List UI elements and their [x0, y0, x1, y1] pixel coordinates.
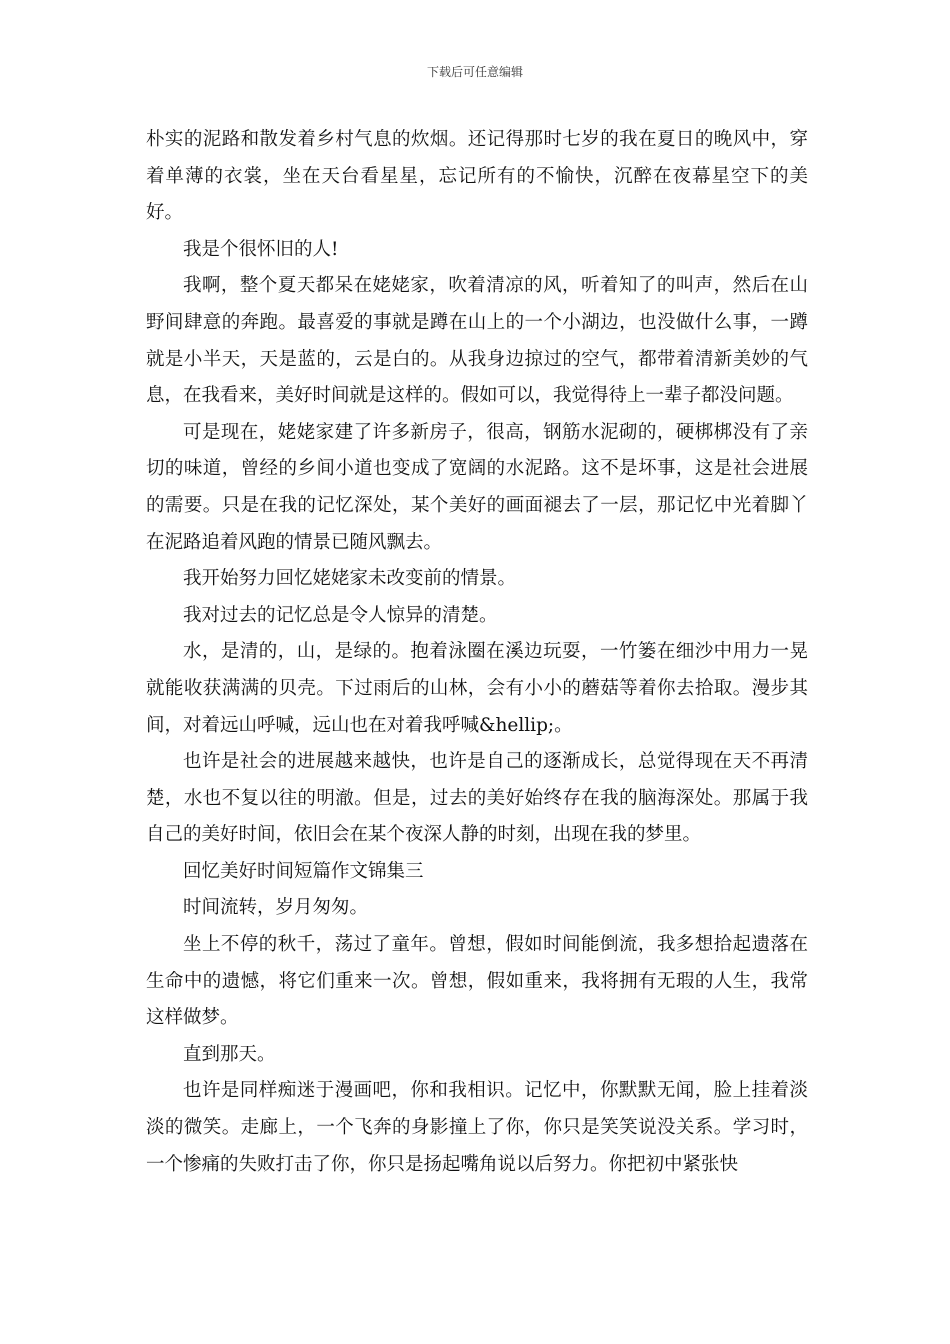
- paragraph: 朴实的泥路和散发着乡村气息的炊烟。还记得那时七岁的我在夏日的晚风中，穿着单薄的衣裳，坐在天台看星星，忘记所有的不愉快，沉醉在夜幕星空下的美好。: [146, 129, 808, 224]
- paragraph: 水，是清的，山，是绿的。抱着泳圈在溪边玩耍，一竹篓在细沙中用力一晃就能收获满满的贝壳。下过雨后的山林，会有小小的蘑菇等着你去拾取。漫步其间，对着远山呼喊，远山也在对着我呼喊&hellip;。: [146, 641, 808, 736]
- document-body: [146, 122, 808, 1183]
- paragraph: 也许是社会的进展越来越快，也许是自己的逐渐成长，总觉得现在天不再清楚，水也不复以往的明澈。但是，过去的美好始终存在我的脑海深处。那属于我自己的美好时间，依旧会在某个夜深人静的时刻，出现在我的梦里。: [146, 751, 808, 846]
- paragraph: 时间流转，岁月匆匆。: [183, 897, 369, 919]
- paragraph: 我开始努力回忆姥姥家未改变前的情景。: [183, 568, 517, 590]
- paragraph: 我是个很怀旧的人!: [183, 238, 339, 260]
- page-header: 下载后可任意编辑: [426, 65, 523, 79]
- paragraph: 我啊，整个夏天都呆在姥姥家，吹着清凉的风，听着知了的叫声，然后在山野间肆意的奔跑。最喜爱的事就是蹲在山上的一个小湖边，也没做什么事，一蹲就是小半天，天是蓝的，云是白的。从我身边掠过的空气，都带着清新美妙的气息，在我看来，美好时间就是这样的。假如可以，我觉得待上一辈子都没问题。: [146, 275, 808, 407]
- section-heading: 回忆美好时间短篇作文锦集三: [183, 860, 424, 882]
- paragraph: 也许是同样痴迷于漫画吧，你和我相识。记忆中，你默默无闻，脸上挂着淡淡的微笑。走廊上，一个飞奔的身影撞上了你，你只是笑笑说没关系。学习时，一个惨痛的失败打击了你，你只是扬起嘴角说以后努力。你把初中紧张快: [146, 1080, 808, 1175]
- paragraph: 可是现在，姥姥家建了许多新房子，很高，钢筋水泥砌的，硬梆梆没有了亲切的味道，曾经的乡间小道也变成了宽阔的水泥路。这不是坏事，这是社会进展的需要。只是在我的记忆深处，某个美好的画面褪去了一层，那记忆中光着脚丫在泥路追着风跑的情景已随风飘去。: [146, 421, 808, 553]
- paragraph: 直到那天。: [183, 1043, 276, 1065]
- paragraph: 坐上不停的秋千，荡过了童年。曾想，假如时间能倒流，我多想拾起遗落在生命中的遗憾，将它们重来一次。曾想，假如重来，我将拥有无瑕的人生，我常这样做梦。: [146, 934, 808, 1029]
- paragraph: 我对过去的记忆总是令人惊异的清楚。: [183, 604, 498, 626]
